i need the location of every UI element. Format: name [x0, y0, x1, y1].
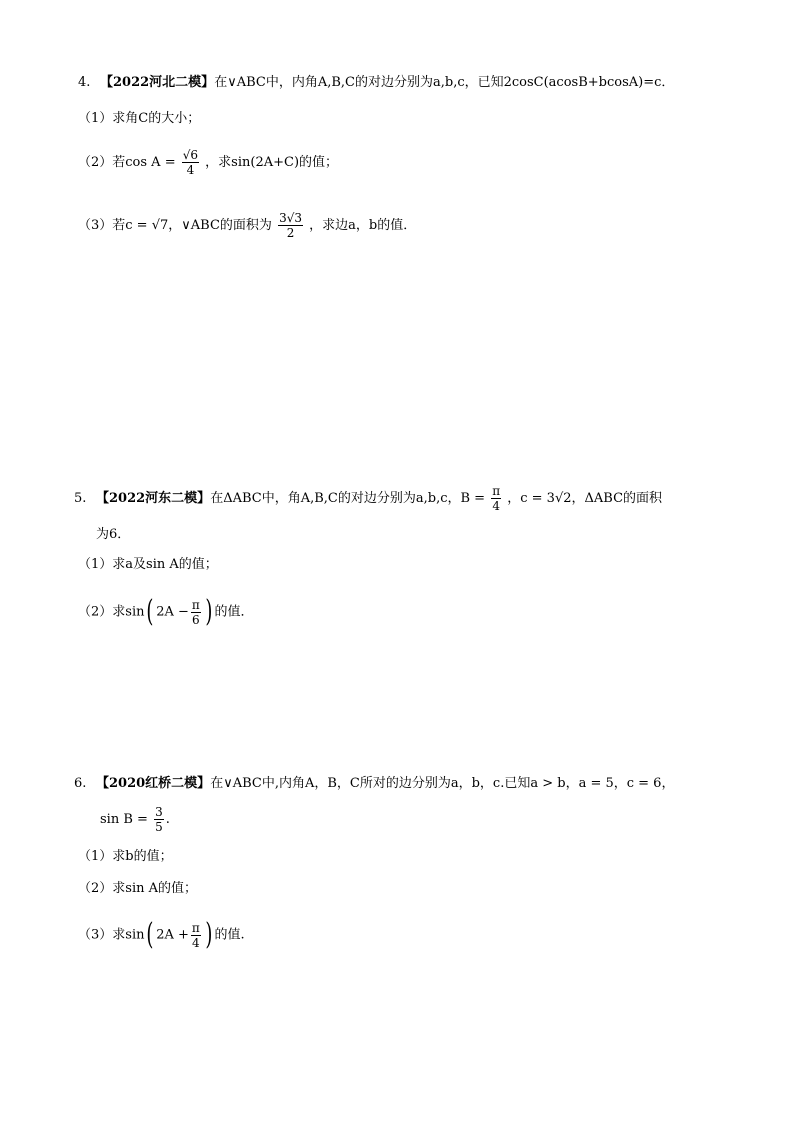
right-paren: ) [205, 917, 213, 952]
frac-numerator: 3 [155, 805, 163, 819]
frac-denominator: 4 [186, 163, 195, 177]
frac-denominator: 4 [192, 935, 200, 950]
q4-part1: （1）求角C的大小； [78, 111, 201, 126]
frac-numerator: π [191, 920, 200, 935]
q4-stem [78, 74, 674, 92]
q6-part1: （1）求b的值； [78, 849, 173, 864]
q6-part2: （2）求sin A的值； [78, 881, 197, 896]
q6-part3-post: 的值. [214, 927, 245, 943]
q4-source: 【2022河北二模】 [100, 75, 215, 90]
q6-part3 [78, 917, 245, 952]
q4-number: 4. [78, 75, 91, 90]
frac-denominator: 6 [192, 612, 200, 627]
q5-stem [74, 484, 662, 513]
q6-stem-fraction [154, 805, 164, 834]
right-paren: ) [205, 594, 213, 629]
q4-part2-post: ，求sin(2A+C)的值； [205, 155, 339, 170]
q6-stem [74, 775, 674, 793]
frac-numerator: √6 [182, 148, 199, 162]
q5-stem-post: ，c = 3√2，ΔABC的面积 [507, 491, 663, 506]
q6-part3-fraction [191, 921, 201, 950]
q6-stem-post: . [165, 812, 170, 827]
frac-denominator: 4 [492, 499, 500, 513]
q6-stem-pre: sin B = [100, 812, 148, 827]
frac-numerator: π [492, 484, 501, 498]
q6-stem-line2 [100, 805, 170, 834]
q5-part2-fraction [191, 598, 201, 627]
q5-part2-inner: 2A − [156, 604, 189, 620]
q5-stem-pre: 在ΔABC中，角A,B,C的对边分别为a,b,c，B = [210, 491, 486, 506]
q4-part2-pre: （2）若cos A = [78, 155, 176, 170]
q4-part3 [78, 211, 416, 240]
q4-part2 [78, 148, 338, 177]
q5-part1: （1）求a及sin A的值； [78, 557, 218, 572]
left-paren: ( [146, 594, 154, 629]
q4-part2-fraction [182, 148, 199, 177]
q5-stem-fraction [491, 484, 501, 513]
q5-part2-post: 的值． [214, 604, 254, 620]
q6-source: 【2020红桥二模】 [96, 776, 211, 791]
q4-part3-fraction [278, 211, 303, 240]
q4-part3-post: ，求边a，b的值． [309, 218, 417, 233]
q5-part2-pre: （2）求sin [78, 604, 145, 620]
q5-number: 5. [74, 491, 87, 506]
frac-denominator: 5 [155, 820, 163, 834]
frac-numerator: 3√3 [279, 211, 302, 225]
q6-number: 6. [74, 776, 87, 791]
q4-part3-pre: （3）若c = √7，∨ABC的面积为 [78, 218, 272, 233]
q5-source: 【2022河东二模】 [96, 491, 211, 506]
frac-numerator: π [191, 597, 200, 612]
q6-stem-text: 在∨ABC中,内角A，B，C所对的边分别为a，b，c.已知a > b，a = 5，c = 6， [210, 776, 675, 791]
q6-part3-pre: （3）求sin [78, 927, 145, 943]
q6-part3-inner: 2A + [156, 927, 189, 943]
frac-denominator: 2 [286, 226, 295, 240]
left-paren: ( [146, 917, 154, 952]
q5-stem-line2: 为6． [96, 527, 131, 542]
q5-part2 [78, 594, 254, 629]
q4-stem-text: 在∨ABC中，内角A,B,C的对边分别为a,b,c，已知2cosC(acosB+bcosA)=c． [214, 75, 675, 90]
